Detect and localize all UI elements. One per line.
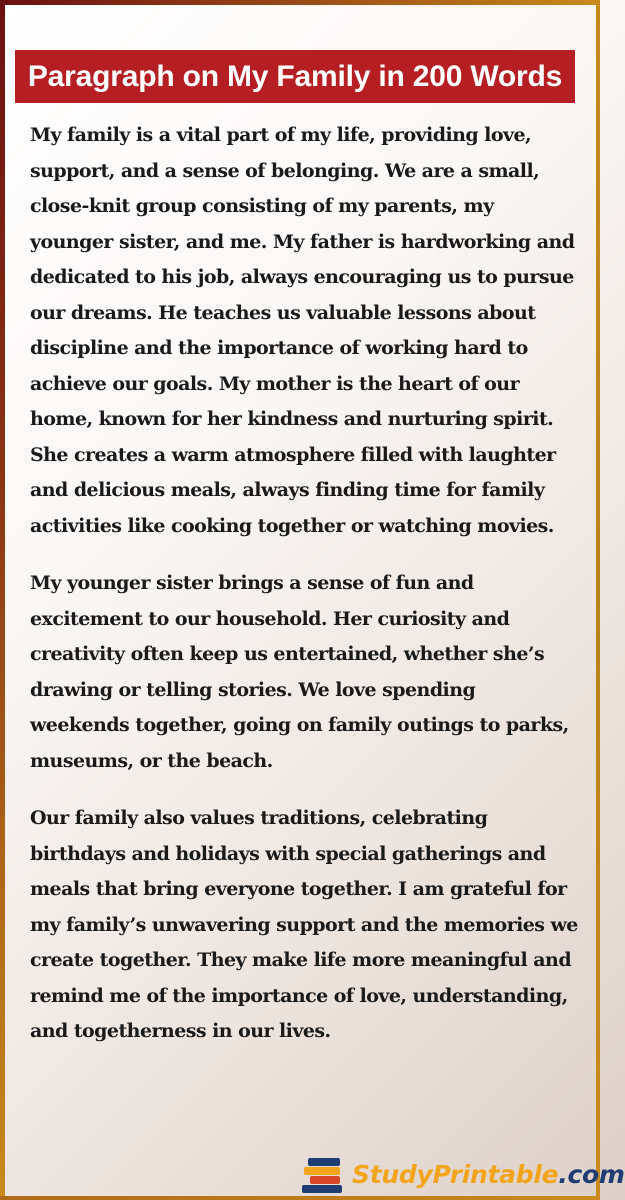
title-banner [15,50,575,103]
paragraph-1: My family is a vital part of my life, providing love, support, and a sense of belonging. We are a small, close-knit group consisting of my parents, my younger sister, and me. My father is hardworking and dedicated to his job, always encouraging us to pursue our dreams. He teaches us valuable lessons about discipline and the importance of working hard to achieve our goals. My mother is the heart of our home, known for her kindness and nurturing spirit. She creates a warm atmosphere filled with laughter and delicious meals, always finding time for family activities like cooking together or watching movies. [30,124,575,537]
frame-top-border [0,0,600,5]
logo-wordmark [352,1160,625,1189]
stacked-books-icon [302,1154,346,1194]
logo-printable: Printable [432,1159,559,1189]
frame-right-border [596,0,600,1200]
frame-left-border [0,0,5,1200]
page-title: Paragraph on My Family in 200 Words [27,59,563,93]
frame-bottom-border [0,1196,600,1200]
logo-com: .com [558,1159,625,1189]
studyprintable-logo [302,1152,625,1196]
logo-study: Study [352,1159,433,1189]
paragraph-3: Our family also values traditions, celebrating birthdays and holidays with special gatherings and meals that bring everyone together. I am grateful for my family’s unwavering support and the memories we create together. They make life more meaningful and remind me of the importance of love, understanding, and togetherness in our lives. [30,807,578,1042]
article-body [30,118,578,1072]
paragraph-2: My younger sister brings a sense of fun and excitement to our household. Her curiosity and creativity often keep us entertained, whether she’s drawing or telling stories. We love spending weekends together, going on family outings to parks, museums, or the beach. [30,572,569,772]
